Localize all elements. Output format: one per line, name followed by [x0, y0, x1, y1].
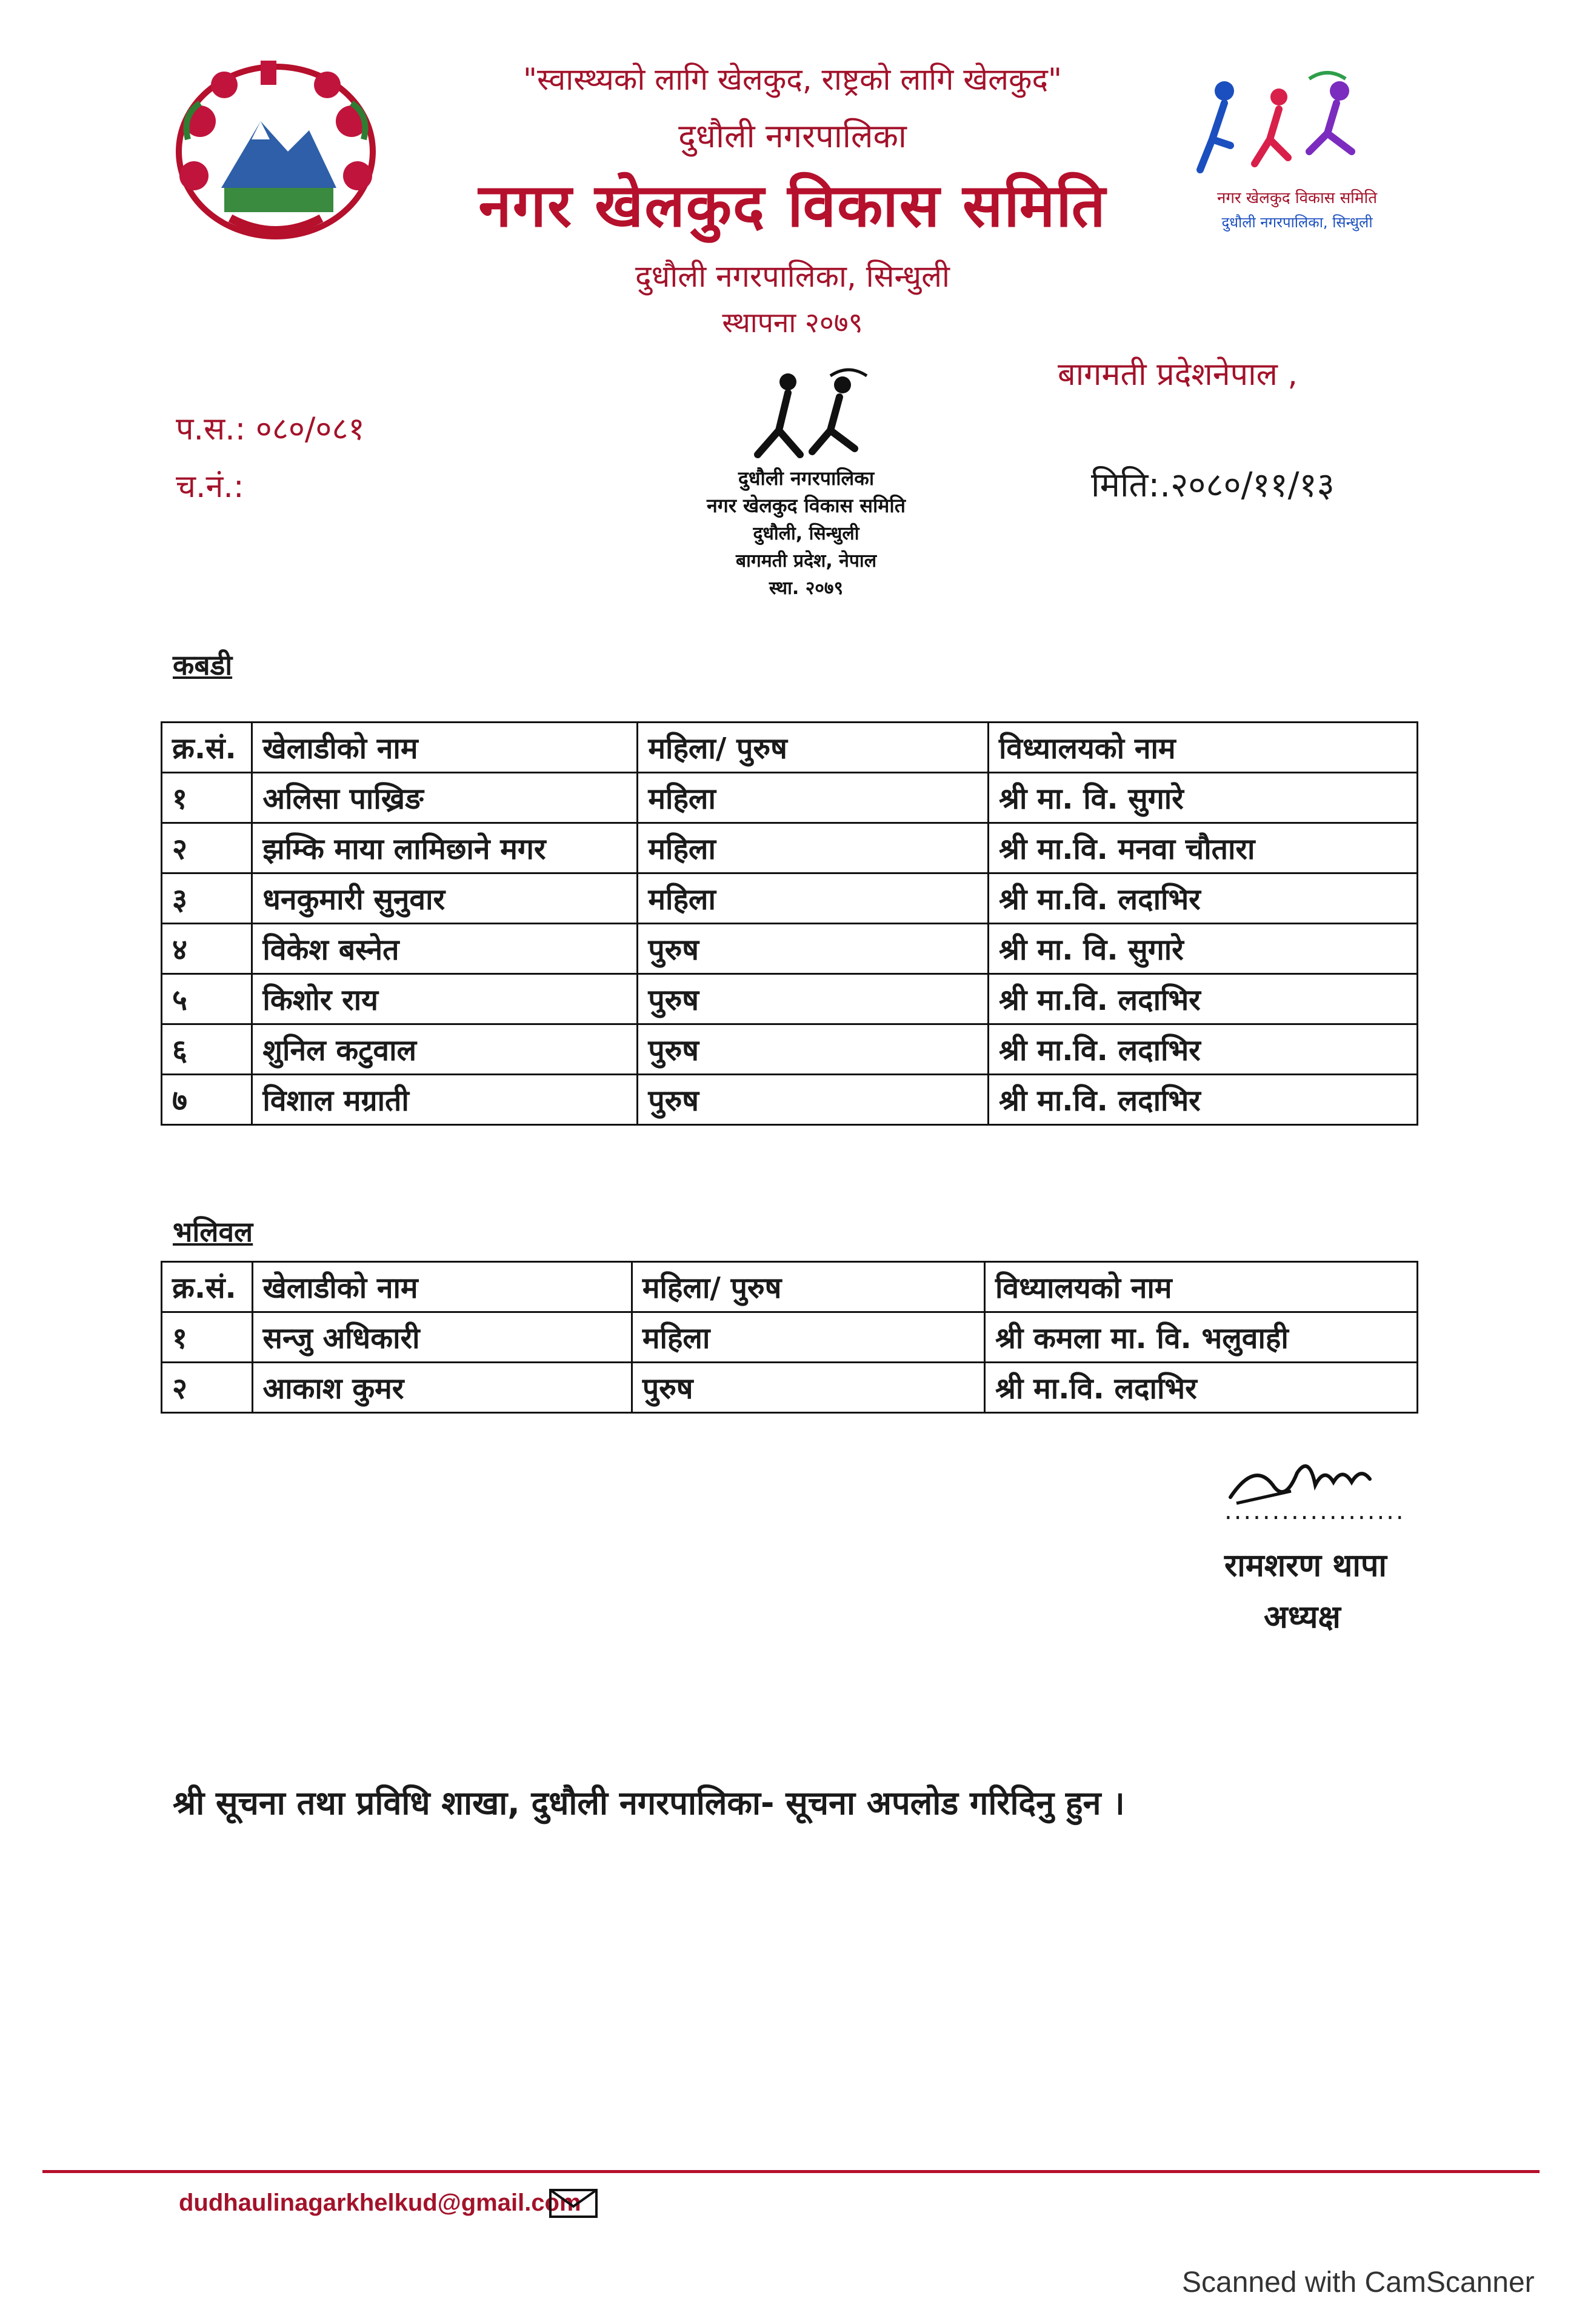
cell-name: आकाश कुमर [252, 1363, 632, 1413]
scanner-watermark: Scanned with CamScanner [1182, 2266, 1535, 2299]
kabaddi-table [161, 721, 1418, 1126]
table-row [162, 1312, 1418, 1363]
cell-gender: महिला [638, 773, 989, 823]
committee-title: नगर खेलकुद विकास समिति [478, 172, 1107, 241]
logo-line2: दुधौली नगरपालिका, सिन्धुली [1221, 214, 1373, 231]
cell-gender: पुरुष [638, 1075, 989, 1125]
table-header-row [162, 723, 1418, 773]
cell-school: श्री मा.वि. लदाभिर [988, 974, 1417, 1024]
cell-serial: ३ [162, 873, 252, 924]
cell-name: किशोर राय [252, 974, 638, 1024]
stamp-line5: स्था. २०७९ [769, 578, 844, 599]
table-row [162, 1024, 1418, 1075]
slogan: "स्वास्थ्यको लागि खेलकुद, राष्ट्रको लागि खेलकुद" [522, 62, 1062, 97]
cell-name: झम्कि माया लामिछाने मगर [252, 823, 638, 873]
established-year: स्थापना २०७९ [722, 306, 863, 339]
letter-date: मिति:.२०८०/११/१३ [1091, 466, 1335, 505]
notice-text: श्री सूचना तथा प्रविधि शाखा, दुधौली नगरपालिका- सूचना अपलोड गरिदिनु हुन । [173, 1784, 1125, 1822]
cell-gender: महिला [638, 873, 989, 924]
logo-line1: नगर खेलकुद विकास समिति [1216, 189, 1378, 207]
cell-school: श्री मा.वि. लदाभिर [988, 873, 1417, 924]
reference-number: प.स.: ०८०/०८१ [176, 411, 365, 447]
address: दुधौली नगरपालिका, सिन्धुली [635, 259, 950, 294]
cell-name: अलिसा पाख्रिङ [252, 773, 638, 823]
col-serial: क्र.सं. [162, 1262, 253, 1312]
cell-name: विकेश बस्नेत [252, 924, 638, 974]
cell-serial: ५ [162, 974, 252, 1024]
cell-school: श्री मा.वि. मनवा चौतारा [988, 823, 1417, 873]
signature-line: ................... [1224, 1497, 1406, 1525]
envelope-icon [549, 2188, 598, 2219]
committee-stamp-icon [679, 364, 933, 624]
col-player-name: खेलाडीको नाम [252, 1262, 632, 1312]
table-row [162, 974, 1418, 1024]
col-school: विध्यालयको नाम [984, 1262, 1417, 1312]
table-row [162, 823, 1418, 873]
municipality-name: दुधौली नगरपालिका [678, 117, 907, 155]
cell-name: सन्जु अधिकारी [252, 1312, 632, 1363]
stamp-line3: दुधौली, सिन्धुली [753, 523, 859, 544]
footer-email: dudhaulinagarkhelkud@gmail.com [179, 2189, 581, 2216]
cell-gender: महिला [632, 1312, 984, 1363]
volleyball-table [161, 1261, 1418, 1414]
cell-gender: पुरुष [638, 924, 989, 974]
section-title-kabaddi: कबडी [173, 649, 233, 681]
col-gender: महिला/ पुरुष [638, 723, 989, 773]
cell-serial: २ [162, 1363, 253, 1413]
cell-school: श्री कमला मा. वि. भलुवाही [984, 1312, 1417, 1363]
cell-gender: महिला [638, 823, 989, 873]
cell-name: धनकुमारी सुनुवार [252, 873, 638, 924]
cell-school: श्री मा.वि. लदाभिर [988, 1024, 1417, 1075]
cell-serial: ७ [162, 1075, 252, 1125]
table-row [162, 873, 1418, 924]
cell-serial: २ [162, 823, 252, 873]
province: बागमती प्रदेशनेपाल , [1058, 356, 1298, 393]
cell-name: विशाल मग्राती [252, 1075, 638, 1125]
table-header-row [162, 1262, 1418, 1312]
cell-school: श्री मा.वि. लदाभिर [988, 1075, 1417, 1125]
signatory-title: अध्यक्ष [1264, 1599, 1341, 1635]
col-serial: क्र.सं. [162, 723, 252, 773]
cell-gender: पुरुष [638, 974, 989, 1024]
col-player-name: खेलाडीको नाम [252, 723, 638, 773]
col-gender: महिला/ पुरुष [632, 1262, 984, 1312]
cell-serial: ४ [162, 924, 252, 974]
table-row [162, 773, 1418, 823]
cell-serial: ६ [162, 1024, 252, 1075]
footer-divider [42, 2170, 1540, 2173]
cell-gender: पुरुष [638, 1024, 989, 1075]
stamp-line1: दुधौली नगरपालिका [738, 467, 875, 490]
cell-school: श्री मा. वि. सुगारे [988, 924, 1417, 974]
table-row [162, 924, 1418, 974]
cell-serial: १ [162, 773, 252, 823]
cell-gender: पुरुष [632, 1363, 984, 1413]
stamp-line2: नगर खेलकुद विकास समिति [707, 494, 906, 517]
cell-name: शुनिल कटुवाल [252, 1024, 638, 1075]
signatory-name: रामशरण थापा [1224, 1548, 1387, 1584]
section-title-volleyball: भलिवल [173, 1215, 253, 1248]
cell-school: श्री मा.वि. लदाभिर [984, 1363, 1417, 1413]
cell-serial: १ [162, 1312, 253, 1363]
cell-school: श्री मा. वि. सुगारे [988, 773, 1417, 823]
table-row [162, 1075, 1418, 1125]
stamp-line4: बागमती प्रदेश, नेपाल [735, 550, 877, 572]
dispatch-number: च.नं.: [176, 469, 244, 505]
table-row [162, 1363, 1418, 1413]
col-school: विध्यालयको नाम [988, 723, 1417, 773]
